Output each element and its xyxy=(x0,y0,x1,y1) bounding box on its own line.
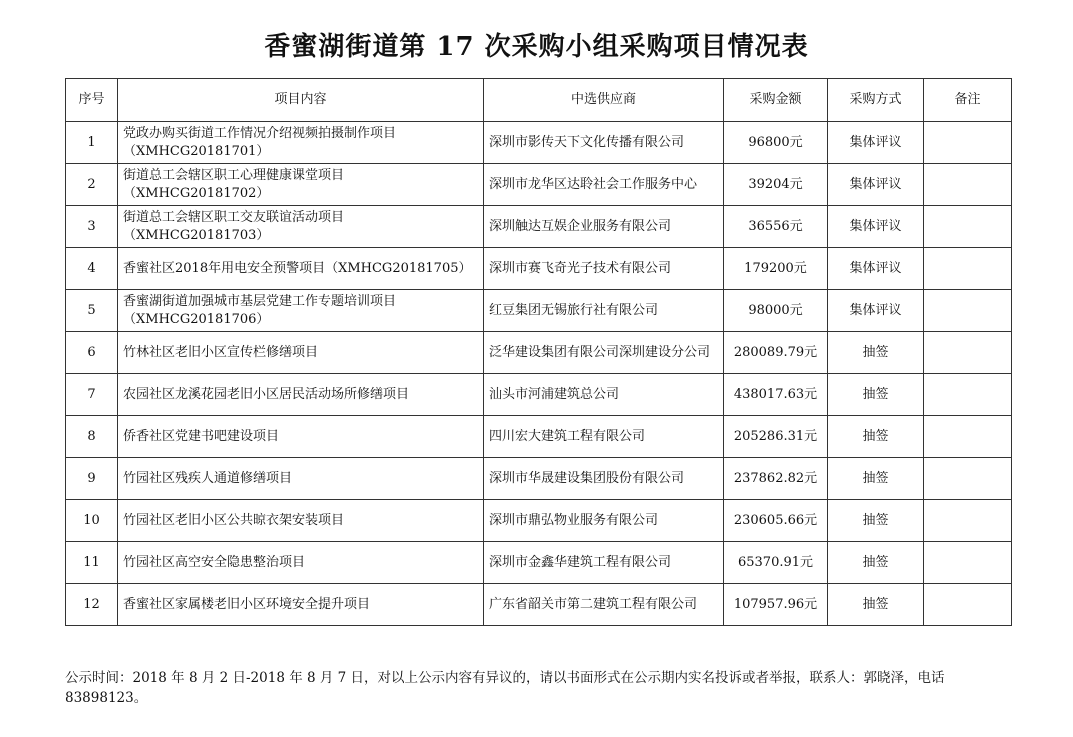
table-row xyxy=(66,248,1012,290)
cell-method: 抽签 xyxy=(828,332,924,374)
table-row xyxy=(66,374,1012,416)
cell-supplier: 汕头市河浦建筑总公司 xyxy=(484,374,724,416)
table-row xyxy=(66,542,1012,584)
cell-amount: 39204元 xyxy=(724,164,828,206)
cell-supplier: 深圳市鼎弘物业服务有限公司 xyxy=(484,500,724,542)
header-no: 序号 xyxy=(66,79,118,122)
cell-amount: 438017.63元 xyxy=(724,374,828,416)
procurement-table xyxy=(65,78,1012,626)
cell-item: 竹园社区老旧小区公共晾衣架安装项目 xyxy=(118,500,484,542)
cell-method: 抽签 xyxy=(828,584,924,626)
table-row xyxy=(66,500,1012,542)
table-row xyxy=(66,164,1012,206)
header-note: 备注 xyxy=(924,79,1012,122)
table-row xyxy=(66,122,1012,164)
cell-amount: 280089.79元 xyxy=(724,332,828,374)
cell-note xyxy=(924,248,1012,290)
cell-method: 集体评议 xyxy=(828,248,924,290)
cell-item: 党政办购买街道工作情况介绍视频拍摄制作项目（XMHCG20181701） xyxy=(118,122,484,164)
header-item: 项目内容 xyxy=(118,79,484,122)
header-amount: 采购金额 xyxy=(724,79,828,122)
cell-no: 4 xyxy=(66,248,118,290)
cell-item: 竹园社区高空安全隐患整治项目 xyxy=(118,542,484,584)
cell-amount: 107957.96元 xyxy=(724,584,828,626)
cell-supplier: 四川宏大建筑工程有限公司 xyxy=(484,416,724,458)
cell-note xyxy=(924,290,1012,332)
table-row xyxy=(66,290,1012,332)
cell-amount: 98000元 xyxy=(724,290,828,332)
cell-supplier: 深圳市影传天下文化传播有限公司 xyxy=(484,122,724,164)
cell-no: 9 xyxy=(66,458,118,500)
cell-method: 抽签 xyxy=(828,458,924,500)
cell-supplier: 深圳触达互娱企业服务有限公司 xyxy=(484,206,724,248)
page-title: 香蜜湖街道第 17 次采购小组采购项目情况表 xyxy=(264,32,809,62)
cell-amount: 230605.66元 xyxy=(724,500,828,542)
cell-method: 抽签 xyxy=(828,416,924,458)
cell-note xyxy=(924,584,1012,626)
cell-amount: 205286.31元 xyxy=(724,416,828,458)
cell-supplier: 深圳市金鑫华建筑工程有限公司 xyxy=(484,542,724,584)
cell-item: 街道总工会辖区职工交友联谊活动项目（XMHCG20181703） xyxy=(118,206,484,248)
header-supplier: 中选供应商 xyxy=(484,79,724,122)
cell-note xyxy=(924,206,1012,248)
cell-method: 集体评议 xyxy=(828,290,924,332)
cell-item: 侨香社区党建书吧建设项目 xyxy=(118,416,484,458)
cell-method: 集体评议 xyxy=(828,164,924,206)
cell-amount: 179200元 xyxy=(724,248,828,290)
cell-no: 1 xyxy=(66,122,118,164)
cell-no: 8 xyxy=(66,416,118,458)
cell-note xyxy=(924,332,1012,374)
cell-method: 集体评议 xyxy=(828,206,924,248)
cell-no: 7 xyxy=(66,374,118,416)
cell-amount: 65370.91元 xyxy=(724,542,828,584)
table-row xyxy=(66,206,1012,248)
cell-supplier: 泛华建设集团有限公司深圳建设分公司 xyxy=(484,332,724,374)
cell-no: 5 xyxy=(66,290,118,332)
table-header-row xyxy=(66,79,1012,122)
cell-supplier: 深圳市龙华区达聆社会工作服务中心 xyxy=(484,164,724,206)
cell-item: 竹林社区老旧小区宣传栏修缮项目 xyxy=(118,332,484,374)
cell-no: 2 xyxy=(66,164,118,206)
cell-note xyxy=(924,122,1012,164)
table-row xyxy=(66,416,1012,458)
cell-note xyxy=(924,500,1012,542)
table-row xyxy=(66,458,1012,500)
cell-supplier: 广东省韶关市第二建筑工程有限公司 xyxy=(484,584,724,626)
cell-amount: 237862.82元 xyxy=(724,458,828,500)
cell-note xyxy=(924,374,1012,416)
cell-method: 抽签 xyxy=(828,500,924,542)
cell-no: 6 xyxy=(66,332,118,374)
cell-amount: 96800元 xyxy=(724,122,828,164)
publication-notice: 公示时间：2018 年 8 月 2 日-2018 年 8 月 7 日，对以上公示内容有异议的，请以书面形式在公示期内实名投诉或者举报，联系人：郭晓泽，电话 83898123。 xyxy=(65,670,945,706)
cell-note xyxy=(924,164,1012,206)
cell-no: 12 xyxy=(66,584,118,626)
cell-supplier: 红豆集团无锡旅行社有限公司 xyxy=(484,290,724,332)
cell-method: 抽签 xyxy=(828,374,924,416)
cell-item: 竹园社区残疾人通道修缮项目 xyxy=(118,458,484,500)
table-row xyxy=(66,584,1012,626)
cell-supplier: 深圳市华晟建设集团股份有限公司 xyxy=(484,458,724,500)
cell-note xyxy=(924,458,1012,500)
cell-item: 农园社区龙溪花园老旧小区居民活动场所修缮项目 xyxy=(118,374,484,416)
cell-item: 香蜜社区家属楼老旧小区环境安全提升项目 xyxy=(118,584,484,626)
header-method: 采购方式 xyxy=(828,79,924,122)
cell-supplier: 深圳市赛飞奇光子技术有限公司 xyxy=(484,248,724,290)
cell-item: 香蜜湖街道加强城市基层党建工作专题培训项目（XMHCG20181706） xyxy=(118,290,484,332)
cell-method: 集体评议 xyxy=(828,122,924,164)
cell-amount: 36556元 xyxy=(724,206,828,248)
cell-note xyxy=(924,416,1012,458)
cell-item: 香蜜社区2018年用电安全预警项目（XMHCG20181705） xyxy=(118,248,484,290)
table-row xyxy=(66,332,1012,374)
cell-note xyxy=(924,542,1012,584)
cell-no: 10 xyxy=(66,500,118,542)
cell-no: 11 xyxy=(66,542,118,584)
cell-no: 3 xyxy=(66,206,118,248)
cell-item: 街道总工会辖区职工心理健康课堂项目（XMHCG20181702） xyxy=(118,164,484,206)
cell-method: 抽签 xyxy=(828,542,924,584)
